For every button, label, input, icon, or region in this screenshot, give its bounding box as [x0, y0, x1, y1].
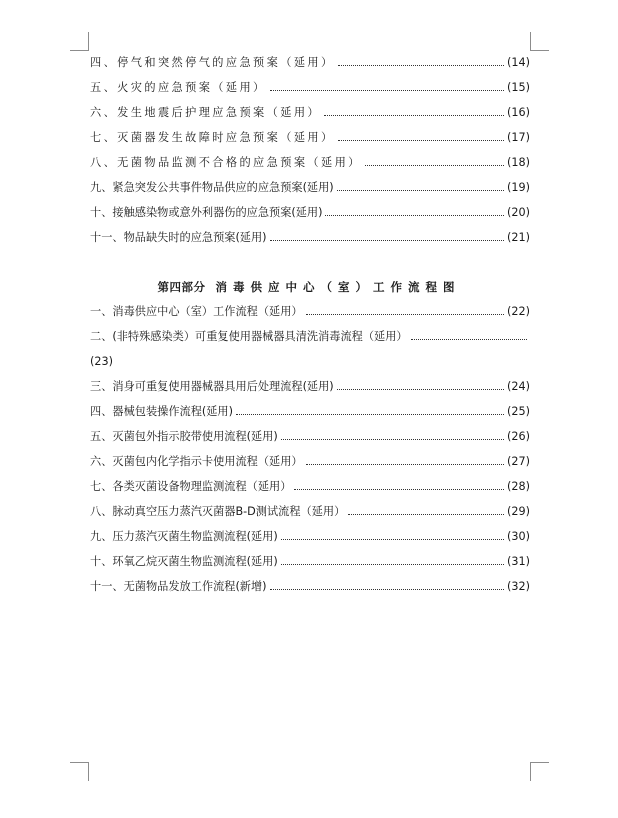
toc-leader-dots — [411, 339, 527, 340]
toc-leader-dots — [294, 489, 504, 490]
toc-entry-label: 五、灭菌包外指示胶带使用流程(延用) — [90, 430, 278, 443]
toc-entry-label: 七、灭菌器发生故障时应急预案（延用） — [90, 131, 335, 144]
toc-leader-dots — [270, 240, 504, 241]
toc-leader-dots — [338, 65, 504, 66]
toc-entry[interactable] — [90, 428, 530, 446]
toc-entry-page: (29) — [507, 505, 530, 518]
toc-entry-page: (25) — [507, 405, 530, 418]
toc-leader-dots — [270, 90, 504, 91]
toc-entry[interactable] — [90, 528, 530, 546]
toc-entry[interactable] — [90, 129, 530, 147]
toc-entry[interactable] — [90, 478, 530, 496]
toc-entry[interactable] — [90, 503, 530, 521]
toc-entry-page-wrapped: (23) — [90, 355, 113, 368]
page-corner-mark-top-left — [70, 32, 89, 51]
toc-entry-page: (32) — [507, 580, 530, 593]
toc-entry-label: 七、各类灭菌设备物理监测流程（延用） — [90, 480, 292, 493]
toc-entry-label: 一、消毒供应中心（室）工作流程（延用） — [90, 305, 303, 318]
section-heading — [0, 278, 618, 296]
toc-entry-label: 十、接触感染物或意外利器伤的应急预案(延用) — [90, 206, 323, 219]
toc-entry[interactable] — [90, 54, 530, 72]
toc-leader-dots — [281, 564, 504, 565]
toc-entry-label: 三、消身可重复使用器械器具用后处理流程(延用) — [90, 380, 334, 393]
toc-entry[interactable] — [90, 578, 530, 596]
toc-entry-label: 八、脉动真空压力蒸汽灭菌器B-D测试流程（延用） — [90, 505, 346, 518]
toc-entry-page: (27) — [507, 455, 530, 468]
toc-leader-dots — [338, 140, 504, 141]
toc-entry[interactable] — [90, 303, 530, 321]
toc-leader-dots — [281, 539, 504, 540]
toc-entry[interactable] — [90, 328, 530, 346]
toc-entry-label: 五、火灾的应急预案（延用） — [90, 81, 267, 94]
section-part-number: 第四部分 — [157, 280, 206, 294]
toc-entry-page: (30) — [507, 530, 530, 543]
toc-entry-page: (17) — [507, 131, 530, 144]
toc-entry-label: 四、器械包装操作流程(延用) — [90, 405, 233, 418]
toc-entry-page: (20) — [507, 206, 530, 219]
toc-entry-label: 九、紧急突发公共事件物品供应的应急预案(延用) — [90, 181, 334, 194]
toc-entry-page: (21) — [507, 231, 530, 244]
toc-leader-dots — [270, 589, 504, 590]
toc-entry-label: 八、无菌物品监测不合格的应急预案（延用） — [90, 156, 362, 169]
toc-entry-label: 六、发生地震后护理应急预案（延用） — [90, 106, 321, 119]
page-corner-mark-bottom-right — [530, 762, 549, 781]
toc-leader-dots — [281, 439, 504, 440]
toc-entry-label: 四、停气和突然停气的应急预案（延用） — [90, 56, 335, 69]
toc-entry-page: (28) — [507, 480, 530, 493]
toc-entry-label: 十一、无菌物品发放工作流程(新增) — [90, 580, 267, 593]
toc-entry-page: (18) — [507, 156, 530, 169]
toc-leader-dots — [337, 190, 504, 191]
toc-leader-dots — [325, 215, 504, 216]
toc-entry-page: (22) — [507, 305, 530, 318]
toc-entry-label: 六、灭菌包内化学指示卡使用流程（延用） — [90, 455, 303, 468]
section-title: 消毒供应中心（室）工作流程图 — [215, 280, 461, 294]
toc-entry[interactable] — [90, 104, 530, 122]
toc-entry-label: 九、压力蒸汽灭菌生物监测流程(延用) — [90, 530, 278, 543]
page-corner-mark-top-right — [530, 32, 549, 51]
toc-leader-dots — [337, 389, 504, 390]
toc-entry[interactable] — [90, 453, 530, 471]
page-corner-mark-bottom-left — [70, 762, 89, 781]
toc-entry-page: (24) — [507, 380, 530, 393]
toc-entry-page: (26) — [507, 430, 530, 443]
toc-entry[interactable] — [90, 179, 530, 197]
toc-entry[interactable] — [90, 204, 530, 222]
toc-entry-page: (16) — [507, 106, 530, 119]
toc-entry-label: 十一、物品缺失时的应急预案(延用) — [90, 231, 267, 244]
toc-entry-page: (19) — [507, 181, 530, 194]
toc-leader-dots — [348, 514, 504, 515]
toc-entry-page: (31) — [507, 555, 530, 568]
toc-entry[interactable] — [90, 378, 530, 396]
toc-leader-dots — [306, 464, 504, 465]
toc-entry[interactable] — [90, 553, 530, 571]
toc-entry[interactable] — [90, 154, 530, 172]
toc-entry[interactable] — [90, 229, 530, 247]
toc-entry-label: 十、环氧乙烷灭菌生物监测流程(延用) — [90, 555, 278, 568]
toc-leader-dots — [306, 314, 504, 315]
toc-entry-label: 二、(非特殊感染类）可重复使用器械器具清洗消毒流程（延用） — [90, 330, 408, 343]
toc-entry[interactable] — [90, 403, 530, 421]
toc-entry-page: (14) — [507, 56, 530, 69]
toc-entry-page: (15) — [507, 81, 530, 94]
toc-leader-dots — [324, 115, 504, 116]
toc-entry[interactable] — [90, 79, 530, 97]
toc-leader-dots — [236, 414, 504, 415]
toc-leader-dots — [365, 165, 504, 166]
